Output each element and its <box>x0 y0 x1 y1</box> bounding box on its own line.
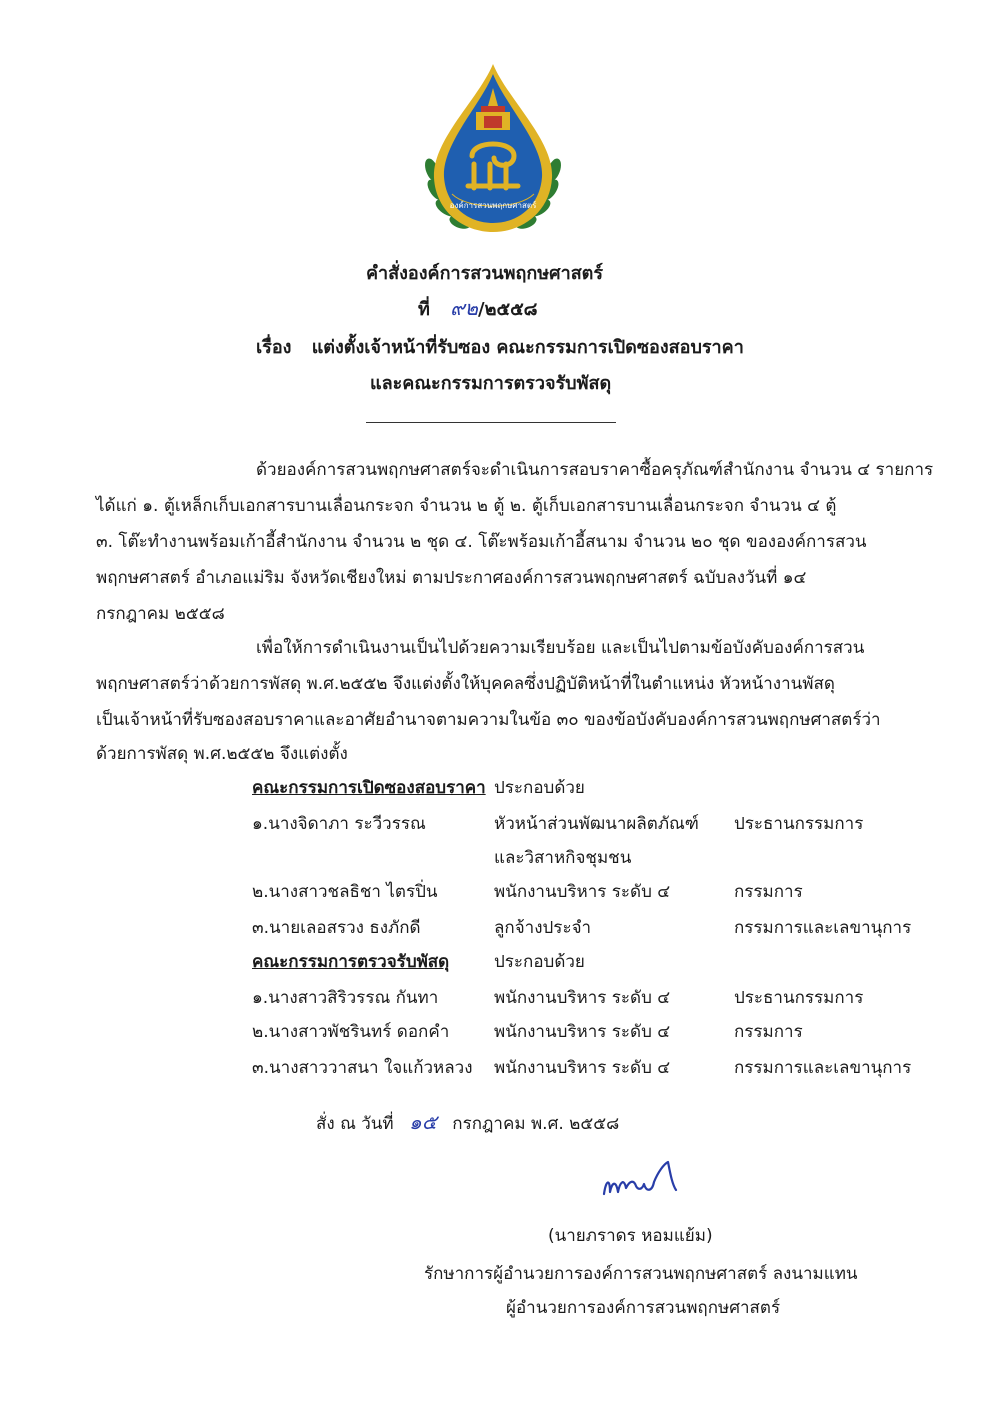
order-date <box>316 1110 619 1136</box>
committee-2-suffix: ประกอบด้วย <box>494 952 585 972</box>
p1-line: กรกฎาคม ๒๕๕๘ <box>96 604 225 624</box>
p2-line: เพื่อให้การดำเนินงานเป็นไปด้วยความเรียบร้อย และเป็นไปตามข้อบังคับองค์การสวน <box>256 638 865 658</box>
order-number <box>418 292 538 324</box>
subject-line-1 <box>256 332 744 361</box>
committee-2-title: คณะกรรมการตรวจรับพัสดุ <box>252 952 450 972</box>
date-day-handwritten: ๑๕ <box>409 1110 437 1134</box>
p2-line: ด้วยการพัสดุ พ.ศ.๒๕๕๒ จึงแต่งตั้ง <box>96 744 348 764</box>
member-position: พนักงานบริหาร ระดับ ๔ <box>494 1022 671 1042</box>
date-prefix: สั่ง ณ วันที่ <box>316 1114 394 1134</box>
member-position: พนักงานบริหาร ระดับ ๔ <box>494 1058 671 1078</box>
member-position: ลูกจ้างประจำ <box>494 918 592 938</box>
member-name: ๑.นางสาวสิริวรรณ กันทา <box>252 988 439 1008</box>
number-handwritten: ๙๒ <box>450 296 478 320</box>
p1-line: ได้แก่ ๑. ตู้เหล็กเก็บเอกสารบานเลื่อนกระจก จำนวน ๒ ตู้ ๒. ตู้เก็บเอกสารบานเลื่อนกระจก จำนวน ๔ ตู้ <box>96 496 837 516</box>
member-position: พนักงานบริหาร ระดับ ๔ <box>494 988 671 1008</box>
signature <box>598 1158 682 1202</box>
member-position-cont: และวิสาหกิจชุมชน <box>494 848 632 868</box>
number-label: ที่ <box>418 299 430 320</box>
p2-line: พฤกษศาสตร์ว่าด้วยการพัสดุ พ.ศ.๒๕๕๒ จึงแต่งตั้งให้บุคคลซึ่งปฏิบัติหน้าที่ในตำแหน่ง หัวหน้างานพัสดุ <box>96 674 835 694</box>
signatory-title-1: รักษาการผู้อำนวยการองค์การสวนพฤกษศาสตร์ ลงนามแทน <box>424 1264 858 1284</box>
subject-text-1: แต่งตั้งเจ้าหน้าที่รับซอง คณะกรรมการเปิดซองสอบราคา <box>311 337 744 358</box>
date-month-year: กรกฎาคม พ.ศ. ๒๕๕๘ <box>452 1114 620 1134</box>
member-name: ๓.นางสาววาสนา ใจแก้วหลวง <box>252 1058 473 1078</box>
committee-1-suffix: ประกอบด้วย <box>494 778 585 798</box>
subject-line-2: และคณะกรรมการตรวจรับพัสดุ <box>370 373 612 394</box>
p1-line: พฤกษศาสตร์ อำเภอแม่ริม จังหวัดเชียงใหม่ ตามประกาศองค์การสวนพฤกษศาสตร์ ฉบับลงวันที่ ๑๔ <box>96 568 807 588</box>
logo-label: องค์การสวนพฤกษศาสตร์ <box>449 201 537 210</box>
member-position: พนักงานบริหาร ระดับ ๔ <box>494 882 671 902</box>
committee-1-title: คณะกรรมการเปิดซองสอบราคา <box>252 778 486 798</box>
member-position: หัวหน้าส่วนพัฒนาผลิตภัณฑ์ <box>494 814 699 834</box>
signatory-title-2: ผู้อำนวยการองค์การสวนพฤกษศาสตร์ <box>506 1298 781 1318</box>
organization-logo <box>418 60 568 240</box>
p1-line: ๓. โต๊ะทำงานพร้อมเก้าอี้สำนักงาน จำนวน ๒ ชุด ๔. โต๊ะพร้อมเก้าอี้สนาม จำนวน ๒๐ ชุด ขององค์การสวน <box>96 532 867 552</box>
order-title: คำสั่งองค์การสวนพฤกษศาสตร์ <box>366 263 604 284</box>
member-role: ประธานกรรมการ <box>734 814 864 834</box>
signatory-name: (นายภราดร หอมแย้ม) <box>548 1226 713 1246</box>
subject-label: เรื่อง <box>256 337 292 358</box>
member-role: ประธานกรรมการ <box>734 988 864 1008</box>
member-name: ๒.นางสาวชลธิชา ไตรปิ่น <box>252 882 438 902</box>
p1-line: ด้วยองค์การสวนพฤกษศาสตร์จะดำเนินการสอบราคาซื้อครุภัณฑ์สำนักงาน จำนวน ๔ รายการ <box>256 460 934 480</box>
number-year: /๒๕๕๘ <box>478 299 538 320</box>
member-role: กรรมการและเลขานุการ <box>734 918 912 938</box>
member-role: กรรมการ <box>734 882 803 902</box>
header-divider <box>366 422 616 423</box>
member-role: กรรมการและเลขานุการ <box>734 1058 912 1078</box>
member-role: กรรมการ <box>734 1022 803 1042</box>
member-name: ๓.นายเลอสรวง ธงภักดี <box>252 918 421 938</box>
member-name: ๒.นางสาวพัชรินทร์ ดอกคำ <box>252 1022 450 1042</box>
p2-line: เป็นเจ้าหน้าที่รับซองสอบราคาและอาศัยอำนาจตามความในข้อ ๓๐ ของข้อบังคับองค์การสวนพฤกษศาสตร์ว่า <box>96 710 881 730</box>
member-name: ๑.นางจิดาภา ระวีวรรณ <box>252 814 426 834</box>
